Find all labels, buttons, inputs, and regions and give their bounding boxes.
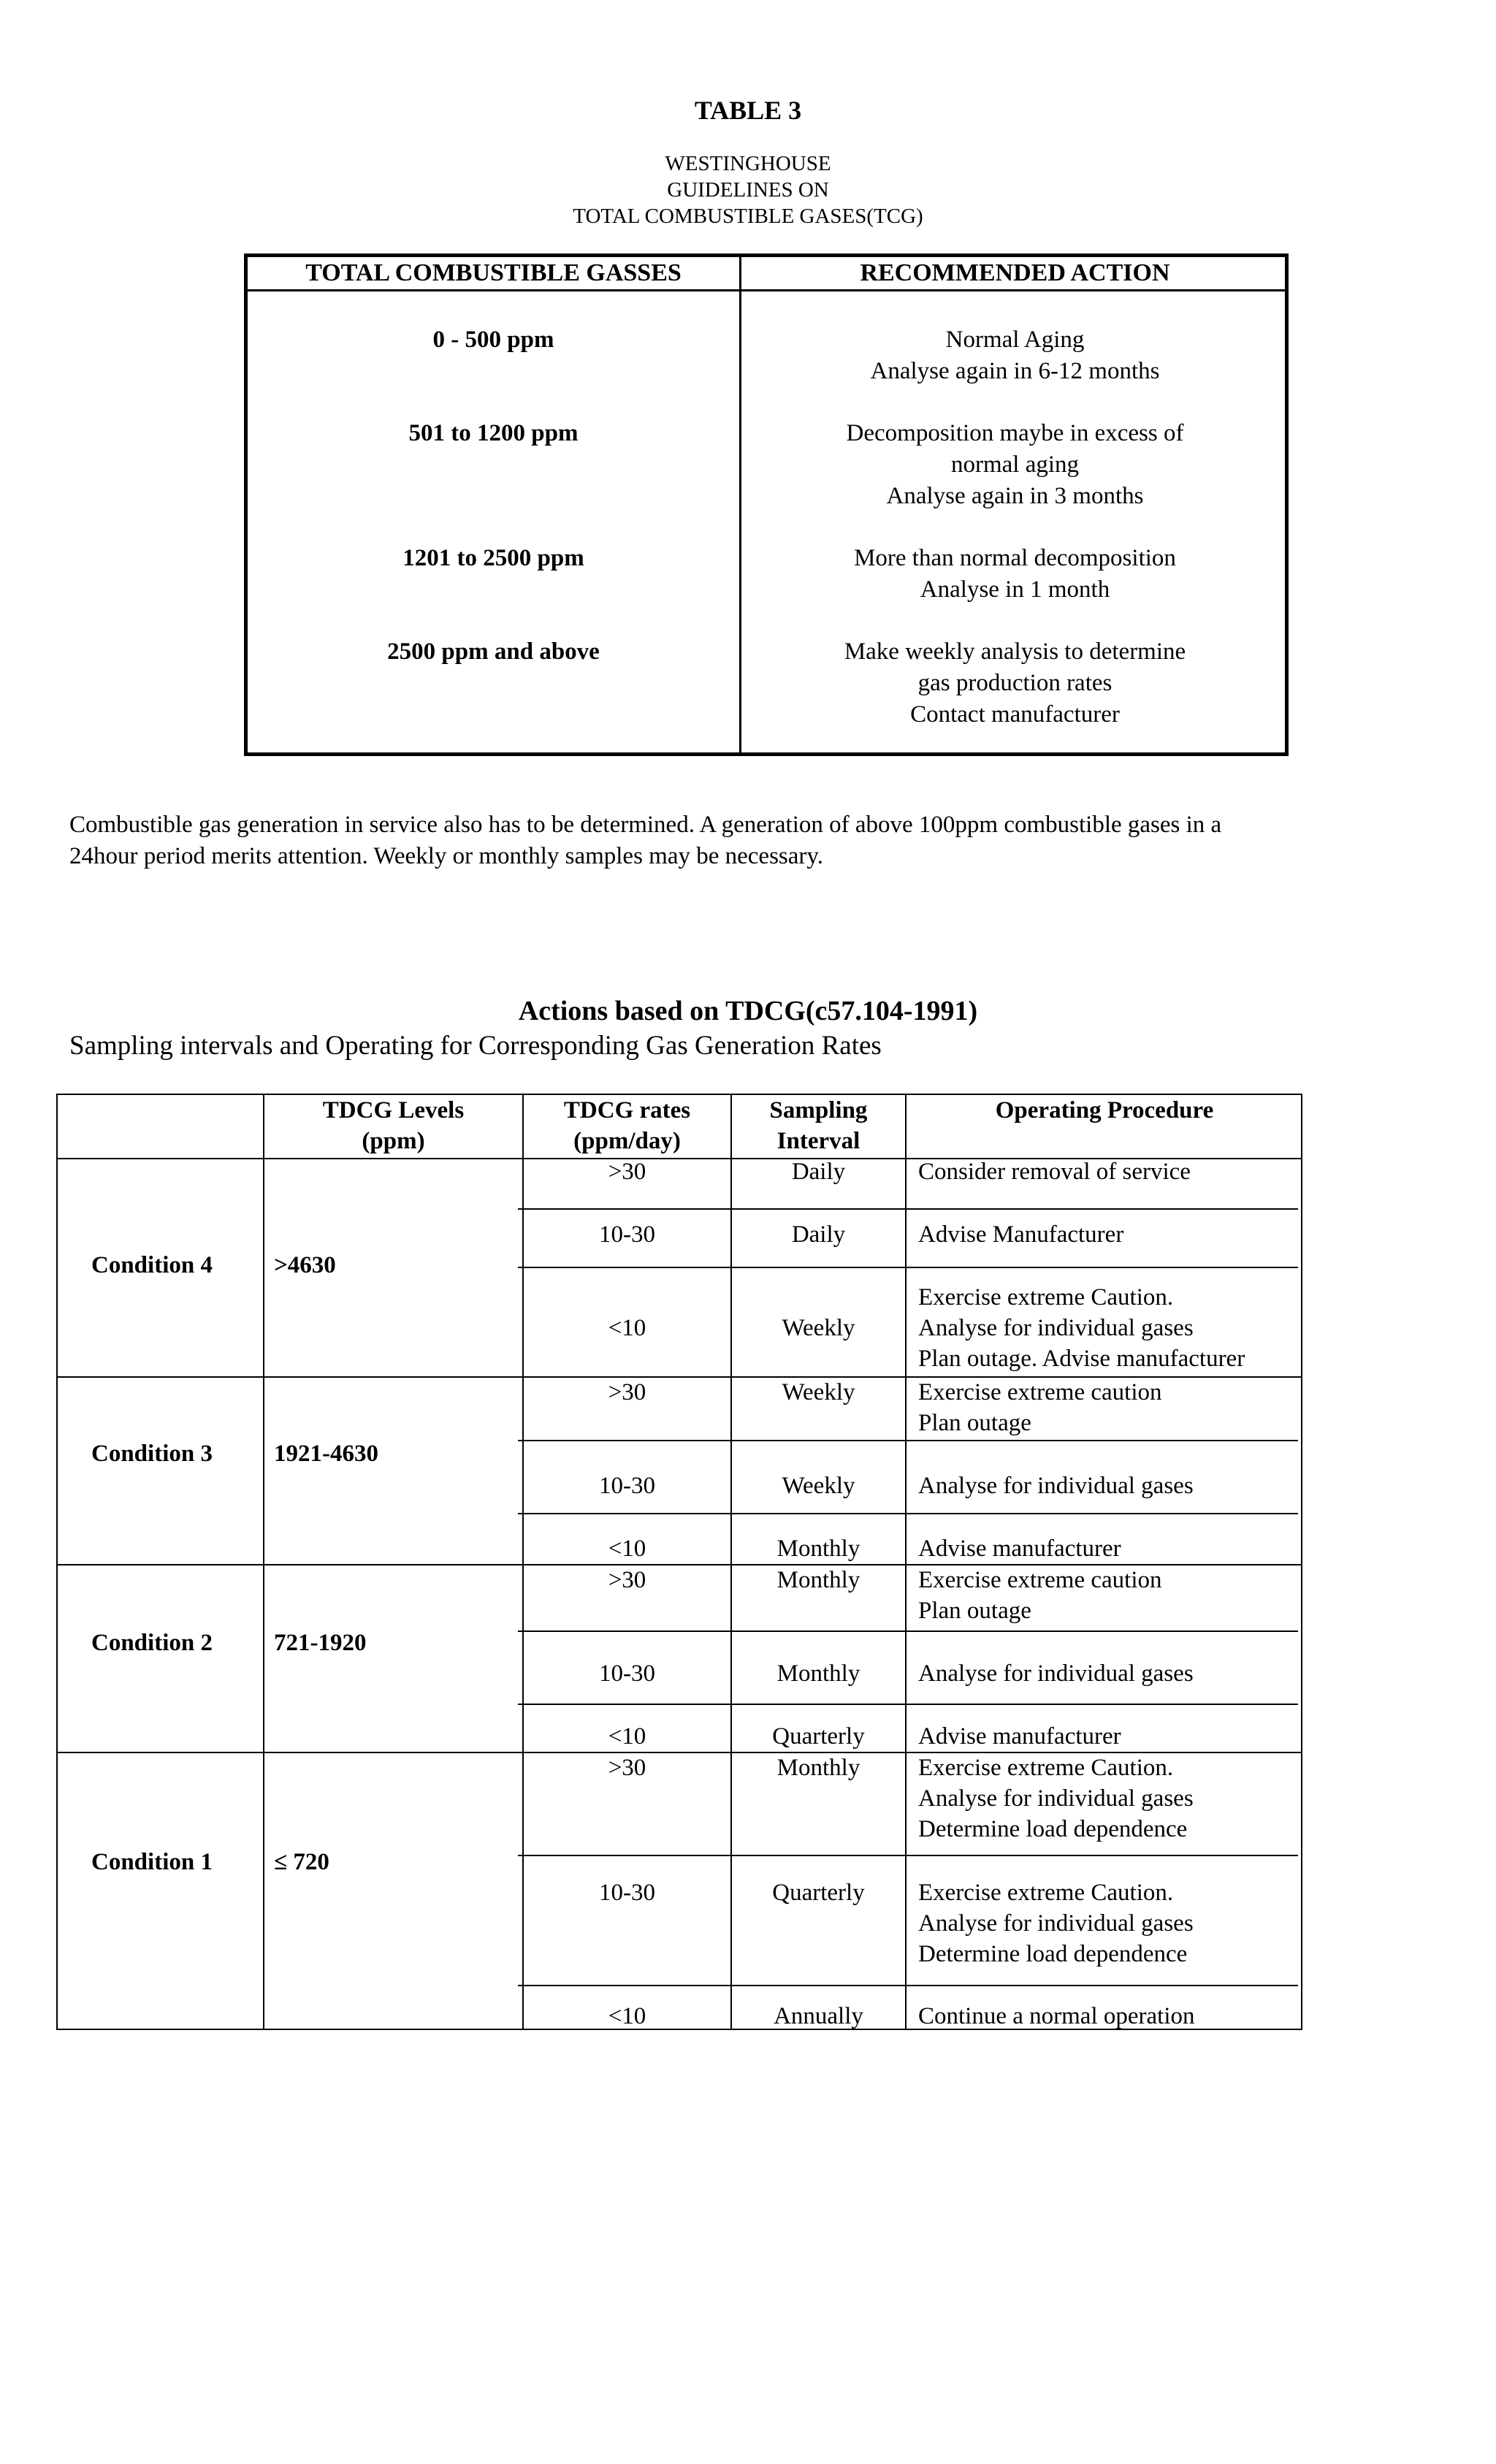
table-divider xyxy=(263,1095,264,2029)
paragraph-line: 24hour period merits attention. Weekly or monthly samples may be necessary. xyxy=(69,843,824,869)
procedure-line: Analyse for individual gases xyxy=(918,1785,1194,1812)
tdcg-rate: <10 xyxy=(608,1315,646,1341)
operating-procedure xyxy=(918,1752,1194,1845)
procedure-line: Exercise extreme Caution. xyxy=(918,1880,1174,1906)
sampling-interval: Weekly xyxy=(782,1473,855,1499)
operating-procedure xyxy=(918,1877,1194,1969)
sampling-interval: Daily xyxy=(791,1159,846,1185)
procedure-line: Advise manufacturer xyxy=(918,1536,1121,1562)
procedure-line: Continue a normal operation xyxy=(918,2003,1195,2029)
procedure-line: Consider removal of service xyxy=(918,1159,1191,1185)
tcg-level: 501 to 1200 ppm xyxy=(408,420,579,446)
condition-name: Condition 2 xyxy=(91,1630,213,1656)
condition-level: 721-1920 xyxy=(274,1630,367,1656)
tdcg-rate: 10-30 xyxy=(599,1660,655,1687)
table-divider xyxy=(518,1704,1298,1705)
header-line: TDCG Levels xyxy=(322,1097,465,1124)
sampling-interval: Monthly xyxy=(776,1536,860,1562)
table-divider xyxy=(518,1513,1298,1514)
sampling-interval: Weekly xyxy=(782,1379,855,1405)
table-divider xyxy=(518,1440,1298,1441)
operating-procedure xyxy=(918,1156,1191,1187)
tdcg-rate: <10 xyxy=(608,1723,646,1750)
operating-procedure xyxy=(918,2001,1195,2032)
table-divider xyxy=(518,1985,1298,1986)
procedure-line: Advise Manufacturer xyxy=(918,1221,1124,1248)
tcg-action xyxy=(741,418,1289,512)
tcg-action xyxy=(741,324,1289,387)
tdcg-rate: >30 xyxy=(608,1755,646,1781)
header-line: Sampling xyxy=(769,1097,868,1124)
tcg-action-line: Make weekly analysis to determine xyxy=(844,638,1186,665)
operating-procedure xyxy=(918,1721,1121,1752)
condition-level: >4630 xyxy=(274,1252,336,1278)
procedure-line: Analyse for individual gases xyxy=(918,1910,1194,1937)
operating-procedure xyxy=(918,1219,1123,1250)
table3-subtitle-line: GUIDELINES ON xyxy=(667,178,829,202)
tcg-guidelines-table xyxy=(244,253,1289,756)
sampling-interval: Monthly xyxy=(776,1567,860,1593)
column-header-total-gasses: TOTAL COMBUSTIBLE GASSES xyxy=(305,259,682,286)
condition-level: ≤ 720 xyxy=(274,1849,329,1875)
table-divider xyxy=(518,1630,1298,1632)
header-line: (ppm/day) xyxy=(573,1128,681,1154)
tcg-action-line: Analyse again in 6-12 months xyxy=(870,358,1160,384)
column-header-operating-procedure: Operating Procedure xyxy=(995,1097,1214,1124)
sampling-interval: Daily xyxy=(791,1221,846,1248)
table3-subtitle xyxy=(0,150,1496,229)
sampling-interval: Monthly xyxy=(776,1755,860,1781)
tdcg-actions-table xyxy=(56,1094,1302,2030)
operating-procedure xyxy=(918,1471,1194,1501)
procedure-line: Analyse for individual gases xyxy=(918,1473,1194,1499)
operating-procedure xyxy=(918,1533,1121,1564)
tdcg-rate: >30 xyxy=(608,1567,646,1593)
tdcg-rate: <10 xyxy=(608,2003,646,2029)
procedure-line: Plan outage. Advise manufacturer xyxy=(918,1346,1245,1372)
tdcg-rate: 10-30 xyxy=(599,1473,655,1499)
tcg-action-line: More than normal decomposition xyxy=(854,545,1176,571)
table-divider xyxy=(248,289,1285,291)
operating-procedure xyxy=(918,1658,1194,1689)
sampling-interval: Quarterly xyxy=(772,1723,865,1750)
table-divider xyxy=(518,1855,1298,1856)
tcg-action-line: normal aging xyxy=(950,451,1080,478)
operating-procedure xyxy=(918,1377,1162,1438)
tcg-action xyxy=(741,636,1289,731)
procedure-line: Analyse for individual gases xyxy=(918,1315,1194,1341)
tcg-level: 1201 to 2500 ppm xyxy=(402,545,584,571)
paragraph-line: Combustible gas generation in service also has to be determined. A generation of above 100ppm combustible gases in a xyxy=(69,812,1222,838)
column-header-sampling-interval xyxy=(732,1095,905,1156)
table-divider xyxy=(518,1208,1298,1210)
procedure-line: Exercise extreme caution xyxy=(918,1567,1162,1593)
condition-name: Condition 3 xyxy=(91,1441,213,1467)
table-divider xyxy=(905,1095,907,2029)
table3-title: TABLE 3 xyxy=(694,96,802,125)
body-paragraph xyxy=(69,809,1421,872)
tcg-action-line: gas production rates xyxy=(917,670,1113,696)
tcg-action-line: Analyse in 1 month xyxy=(920,576,1110,603)
procedure-line: Exercise extreme caution xyxy=(918,1379,1162,1405)
tdcg-rate: <10 xyxy=(608,1536,646,1562)
tcg-level: 2500 ppm and above xyxy=(387,638,600,665)
procedure-line: Plan outage xyxy=(918,1598,1031,1624)
tdcg-table-title: Actions based on TDCG(c57.104-1991) xyxy=(518,996,978,1026)
operating-procedure xyxy=(918,1282,1245,1374)
tcg-action-line: Analyse again in 3 months xyxy=(886,483,1144,509)
tdcg-rate: >30 xyxy=(608,1159,646,1185)
table3-subtitle-line: TOTAL COMBUSTIBLE GASES(TCG) xyxy=(573,205,923,228)
procedure-line: Exercise extreme Caution. xyxy=(918,1755,1174,1781)
tcg-action xyxy=(741,543,1289,606)
procedure-line: Determine load dependence xyxy=(918,1941,1188,1967)
procedure-line: Advise manufacturer xyxy=(918,1723,1121,1750)
tdcg-rate: 10-30 xyxy=(599,1221,655,1248)
column-header-recommended-action: RECOMMENDED ACTION xyxy=(860,259,1170,286)
column-header-tdcg-levels xyxy=(264,1095,522,1156)
sampling-interval: Quarterly xyxy=(772,1880,865,1906)
tcg-action-line: Contact manufacturer xyxy=(910,701,1120,728)
condition-level: 1921-4630 xyxy=(274,1441,378,1467)
procedure-line: Determine load dependence xyxy=(918,1816,1188,1842)
header-line: Interval xyxy=(776,1128,860,1154)
column-header-tdcg-rates xyxy=(524,1095,730,1156)
operating-procedure xyxy=(918,1565,1162,1626)
procedure-line: Analyse for individual gases xyxy=(918,1660,1194,1687)
header-line: (ppm) xyxy=(362,1128,425,1154)
tcg-action-line: Normal Aging xyxy=(945,327,1085,353)
header-line: TDCG rates xyxy=(563,1097,691,1124)
condition-name: Condition 1 xyxy=(91,1849,213,1875)
tdcg-rate: >30 xyxy=(608,1379,646,1405)
condition-name: Condition 4 xyxy=(91,1252,213,1278)
sampling-interval: Weekly xyxy=(782,1315,855,1341)
sampling-interval: Annually xyxy=(774,2003,863,2029)
procedure-line: Exercise extreme Caution. xyxy=(918,1284,1174,1311)
procedure-line: Plan outage xyxy=(918,1410,1031,1436)
sampling-interval: Monthly xyxy=(776,1660,860,1687)
tdcg-table-subtitle: Sampling intervals and Operating for Corresponding Gas Generation Rates xyxy=(69,1031,882,1061)
table3-subtitle-line: WESTINGHOUSE xyxy=(665,152,831,175)
tdcg-rate: 10-30 xyxy=(599,1880,655,1906)
tcg-level: 0 - 500 ppm xyxy=(432,327,554,353)
table-divider xyxy=(518,1267,1298,1268)
tcg-action-line: Decomposition maybe in excess of xyxy=(846,420,1184,446)
